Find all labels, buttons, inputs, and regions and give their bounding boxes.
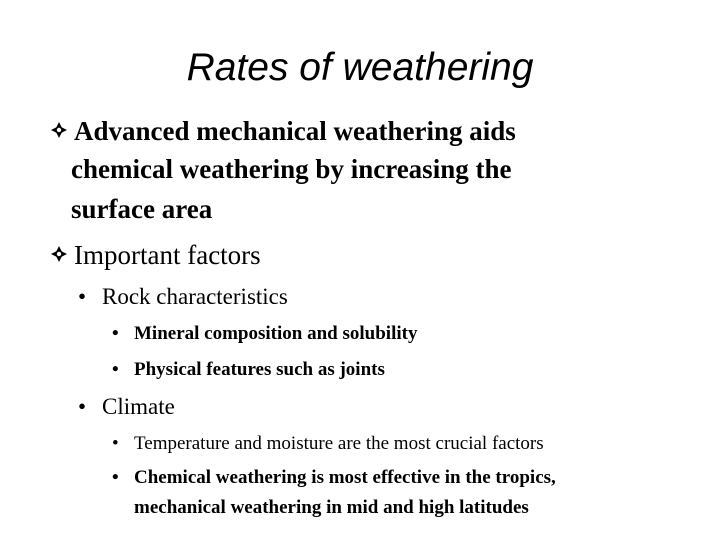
dot-bullet-icon: • — [112, 433, 119, 454]
bullet-line: surface area — [71, 194, 213, 224]
item-text: Physical features such as joints — [134, 359, 385, 380]
sub-bullet-climate — [78, 393, 658, 423]
item-text: Mineral composition and solubility — [134, 323, 418, 344]
bullet-line: chemical weathering by increasing the — [71, 154, 512, 184]
diamond-bullet-icon — [50, 245, 68, 263]
item-text: Chemical weathering is most effective in the tropics, — [134, 467, 556, 488]
item-mineral-composition — [112, 322, 672, 348]
bullet-line: Advanced mechanical weathering aids — [74, 116, 516, 146]
item-text-continued: mechanical weathering in mid and high latitudes — [134, 497, 529, 518]
dot-bullet-icon: • — [112, 323, 119, 344]
dot-bullet-icon: • — [78, 394, 87, 419]
bullet-important-factors — [50, 236, 670, 272]
item-temperature-moisture — [112, 432, 692, 458]
dot-bullet-icon: • — [112, 359, 119, 380]
sub-bullet-text: Climate — [102, 394, 175, 419]
dot-bullet-icon: • — [112, 467, 119, 488]
item-physical-features — [112, 358, 672, 384]
slide-title: Rates of weathering — [186, 46, 534, 89]
bullet-advanced-mechanical — [50, 112, 670, 222]
sub-bullet-text: Rock characteristics — [102, 284, 288, 309]
dot-bullet-icon: • — [78, 284, 87, 309]
sub-bullet-rock-characteristics — [78, 283, 658, 313]
diamond-bullet-icon — [50, 121, 68, 139]
bullet-line: Important factors — [74, 240, 261, 270]
item-chemical-weathering-tropics — [112, 466, 692, 520]
item-text: Temperature and moisture are the most crucial factors — [134, 433, 544, 454]
